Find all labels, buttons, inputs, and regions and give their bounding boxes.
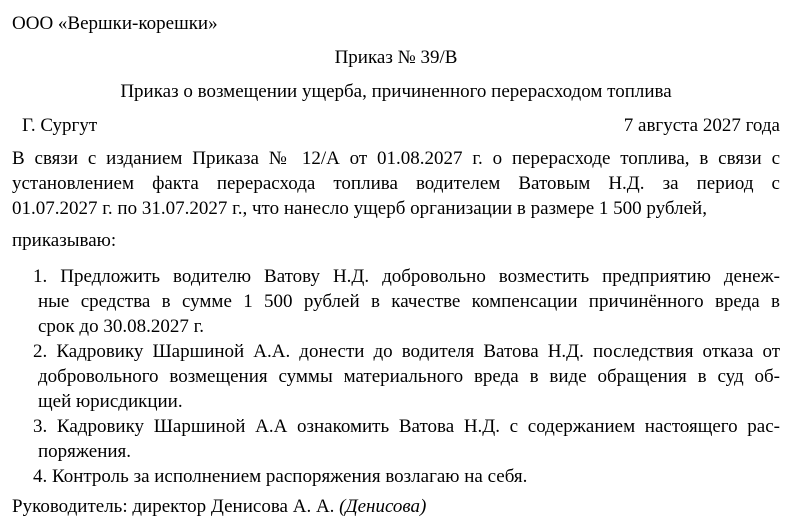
decree-word: приказываю: [12,230,117,251]
order-document [12,11,780,519]
order-item-1 [12,264,780,339]
item-number: 2. [33,341,48,362]
item-text: Кадровику Шаршиной А.А. донести до водителя Ватова Н.Д. последствия отказа от [56,341,780,362]
preamble-paragraph [12,146,780,221]
item-number: 1. [33,266,48,287]
document-title: Приказ о возмещении ущерба, причиненного перерасходом топлива [120,81,672,102]
order-item-3 [12,414,780,464]
preamble-line: В связи с изданием Приказа № 12/А от 01.08.2027 г. о перерасходе топлива, в связи с [12,148,780,169]
order-item-4 [12,464,780,489]
item-text: Контроль за исполнением распоряжения возлагаю на себя. [52,466,528,487]
item-first-line [33,264,781,289]
preamble-line: установлением факта перерасхода топлива водителем Ватовым Н.Д. за период с [12,173,780,194]
item-line: щей юрисдикции. [38,391,183,412]
order-item-2 [12,339,780,414]
item-number: 4. [33,466,48,487]
order-items-list [12,264,780,489]
item-text: Кадровику Шаршиной А.А ознакомить Ватова Н.Д. с содержанием настоящего рас- [56,416,780,437]
item-first-line [33,464,780,489]
company-name: ООО «Вершки-корешки» [12,13,218,34]
item-text: Предложить водителю Ватову Н.Д. добровольно возместить предприятию денеж- [60,266,781,287]
order-number: Приказ № 39/В [334,47,458,68]
item-line: срок до 30.08.2027 г. [38,316,204,337]
city-label: Г. Сургут [22,115,98,136]
item-line: поряжения. [38,441,132,462]
item-number: 3. [33,416,48,437]
signature-label: Руководитель: директор Денисова А. А. [12,496,335,517]
signature-line [12,494,780,519]
item-first-line [33,414,780,439]
item-line: добровольного возмещения суммы материального вреда в виде обращения в суд об- [38,366,780,387]
item-line: ные средства в сумме 1 500 рублей в качестве компенсации причинённого вреда в [38,291,780,312]
preamble-line: 01.07.2027 г. по 31.07.2027 г., что нанесло ущерб организации в размере 1 500 рублей, [12,198,707,219]
signature-name: (Денисова) [339,496,427,517]
item-first-line [33,339,780,364]
meta-row [12,113,780,138]
date-label: 7 августа 2027 года [623,115,780,136]
